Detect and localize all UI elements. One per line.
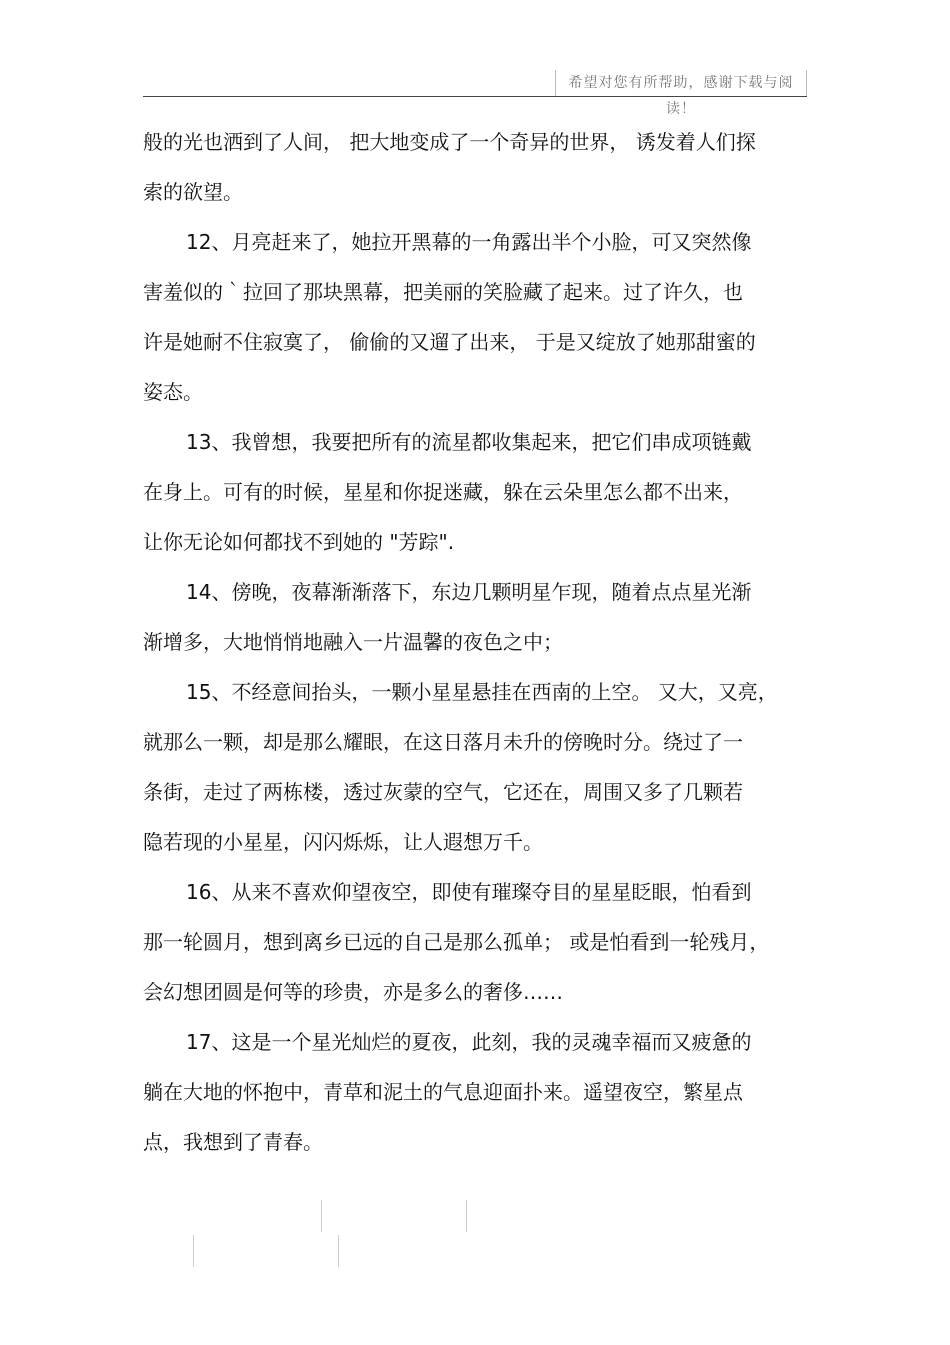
text-line: 条街，走过了两栋楼，透过灰蒙的空气，它还在，周围又多了几颗若 bbox=[143, 780, 743, 804]
text-line: 那一轮圆月，想到离乡已远的自己是那么孤单； 或是怕看到一轮残月， bbox=[143, 930, 770, 954]
text-line: 14、傍晚，夜幕渐渐落下，东边几颗明星乍现，随着点点星光渐 bbox=[186, 580, 752, 604]
paragraph-12 bbox=[143, 217, 808, 417]
paragraph-14 bbox=[143, 567, 808, 667]
scan-mark bbox=[466, 1200, 467, 1232]
header-note: 希望对您有所帮助，感谢下载与阅读！ bbox=[555, 70, 807, 96]
text-line: 12、月亮赶来了，她拉开黑幕的一角露出半个小脸，可又突然像 bbox=[186, 230, 752, 254]
text-line: 让你无论如何都找不到她的 "芳踪". bbox=[143, 530, 455, 554]
text-line: 躺在大地的怀抱中，青草和泥土的气息迎面扑来。遥望夜空，繁星点 bbox=[143, 1080, 743, 1104]
text-line: 隐若现的小星星，闪闪烁烁，让人遐想万千。 bbox=[143, 830, 543, 854]
text-line: 16、从来不喜欢仰望夜空，即使有璀璨夺目的星星眨眼，怕看到 bbox=[186, 880, 752, 904]
scan-mark bbox=[338, 1235, 339, 1267]
text-line: 会幻想团圆是何等的珍贵，亦是多么的奢侈…… bbox=[143, 980, 563, 1004]
text-line: 在身上。可有的时候，星星和你捉迷藏，躲在云朵里怎么都不出来， bbox=[143, 480, 743, 504]
text-line: 渐增多，大地悄悄地融入一片温馨的夜色之中； bbox=[143, 630, 563, 654]
text-line: 就那么一颗，却是那么耀眼，在这日落月未升的傍晚时分。绕过了一 bbox=[143, 730, 743, 754]
text-line: 姿态。 bbox=[143, 380, 203, 404]
paragraph-16 bbox=[143, 867, 808, 1017]
text-line: 索的欲望。 bbox=[143, 180, 243, 204]
paragraph-17 bbox=[143, 1017, 808, 1167]
paragraph-15 bbox=[143, 667, 808, 867]
text-line: 般的光也洒到了人间， 把大地变成了一个奇异的世界， 诱发着人们探 bbox=[143, 130, 756, 154]
text-line: 点，我想到了青春。 bbox=[143, 1130, 323, 1154]
text-line: 15、不经意间抬头，一颗小星星悬挂在西南的上空。 又大，又亮， bbox=[186, 680, 778, 704]
scan-mark bbox=[321, 1200, 322, 1232]
document-body bbox=[143, 117, 808, 1167]
text-line: 许是她耐不住寂寞了， 偷偷的又遛了出来， 于是又绽放了她那甜蜜的 bbox=[143, 330, 756, 354]
scan-mark bbox=[193, 1235, 194, 1267]
text-line: 害羞似的｀拉回了那块黑幕，把美丽的笑脸藏了起来。过了许久，也 bbox=[143, 280, 743, 304]
paragraph-13 bbox=[143, 417, 808, 567]
paragraph-continued bbox=[143, 117, 808, 217]
text-line: 17、这是一个星光灿烂的夏夜，此刻，我的灵魂幸福而又疲惫的 bbox=[186, 1030, 752, 1054]
header-rule bbox=[143, 96, 807, 97]
text-line: 13、我曾想，我要把所有的流星都收集起来，把它们串成项链戴 bbox=[186, 430, 752, 454]
